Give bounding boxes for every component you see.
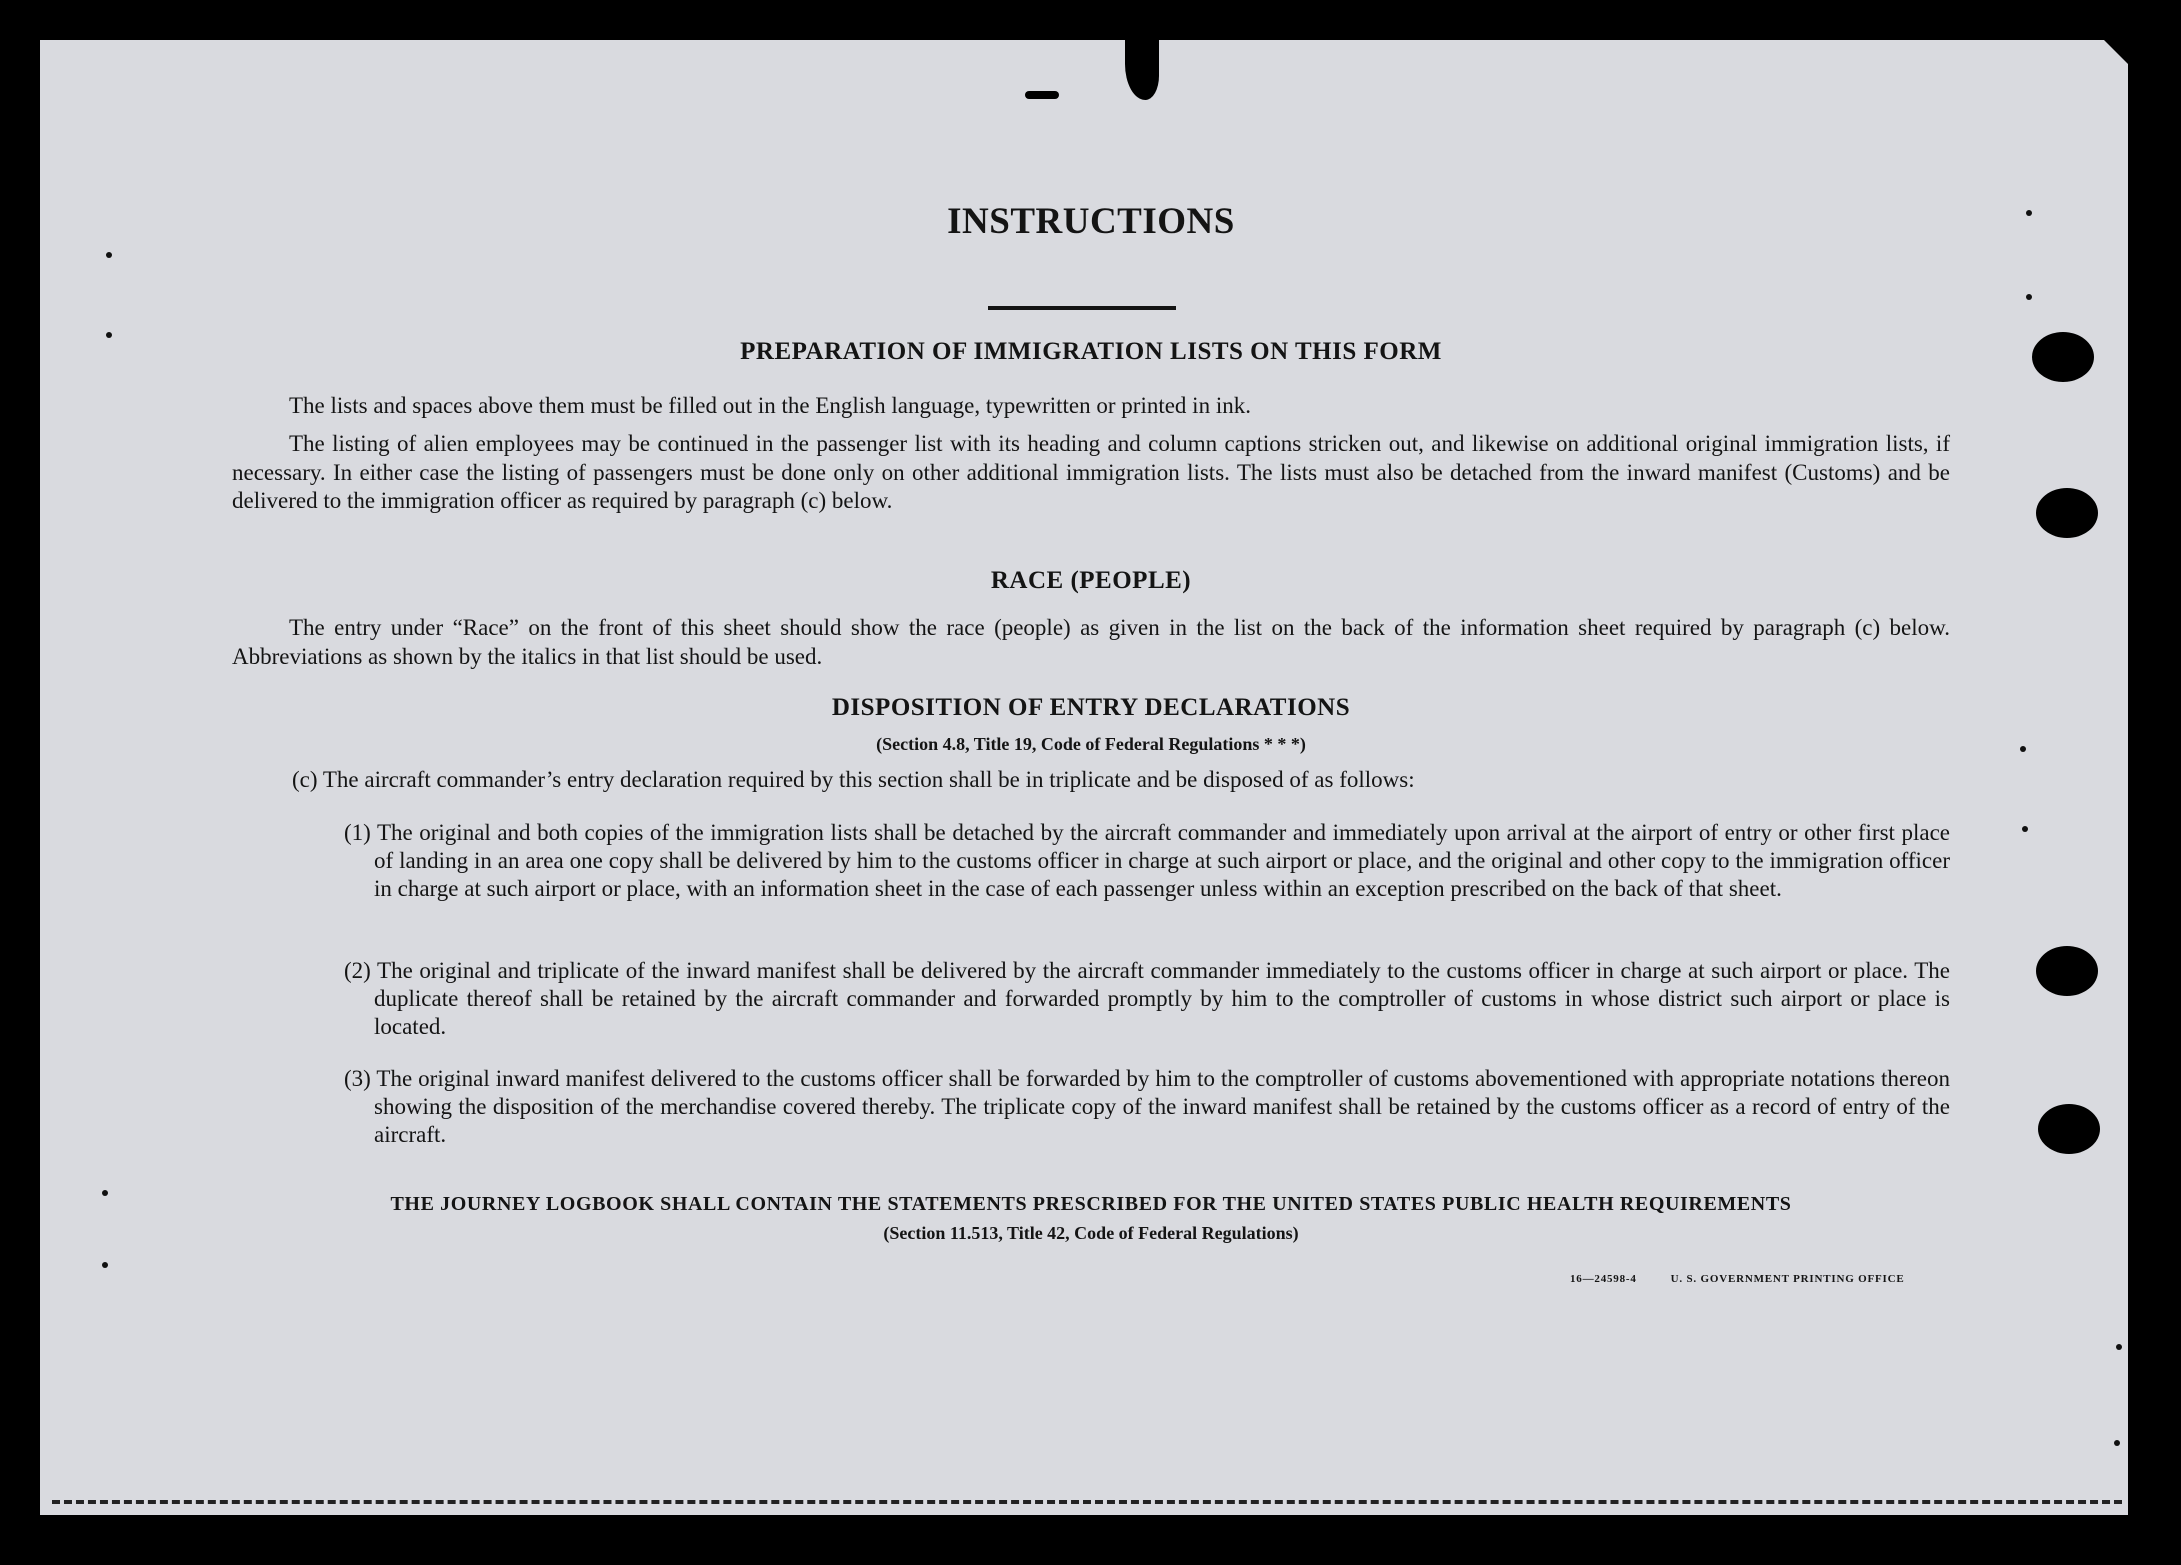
paper-tear (1125, 40, 1159, 100)
speck (2116, 1344, 2122, 1350)
preparation-heading: PREPARATION OF IMMIGRATION LISTS ON THIS FORM (740, 338, 1442, 365)
printer-imprint (1570, 1273, 1904, 1285)
speck (2114, 1440, 2120, 1446)
disposition-item-3: (3) The original inward manifest delivered to the customs officer shall be forwarded by him to the comptroller of customs abovementioned with appropriate notations thereon showing the disposition of the merchandise covered thereby. The triplicate copy of the inward manifest shall be retained by the customs officer as a record of entry of the aircraft. (344, 1066, 1950, 1147)
clipped-corner (2104, 40, 2128, 64)
speck (102, 1190, 108, 1196)
preparation-paragraph-2: The listing of alien employees may be continued in the passenger list with its heading and column captions stricken out, and likewise on additional original immigration lists, if necessary. In either case the listing of passengers must be done only on other additional immigration lists. The lists must also be detached from the inward manifest (Customs) and be delivered to the immigration officer as required by paragraph (c) below. (232, 431, 1950, 513)
logbook-citation: (Section 11.513, Title 42, Code of Federal Regulations) (883, 1223, 1299, 1243)
punch-hole (2038, 1104, 2100, 1154)
bleed-through-text (490, 125, 1790, 265)
title-underline (988, 306, 1176, 310)
disposition-heading: DISPOSITION OF ENTRY DECLARATIONS (831, 694, 1351, 721)
disposition-item-1: (1) The original and both copies of the immigration lists shall be detached by the aircraft commander and immediately upon arrival at the airport of entry or other first place of landing in an area one copy shall be delivered by him to the customs officer in charge at such airport or place, and the original and other copy to the immigration officer in charge at such airport or place, with an information sheet in the case of each passenger unless within an exception prescribed on the back of that sheet. (344, 820, 1950, 901)
logbook-statement: THE JOURNEY LOGBOOK SHALL CONTAIN THE STATEMENTS PRESCRIBED FOR THE UNITED STATES PUBLIC HEALTH REQUIREMENTS (390, 1193, 1792, 1215)
printer-name: U. S. GOVERNMENT PRINTING OFFICE (1670, 1273, 1905, 1285)
punch-hole (2036, 488, 2098, 538)
race-paragraph: The entry under “Race” on the front of this sheet should show the race (people) as given in the list on the back of the information sheet required by paragraph (c) below. Abbreviations as shown by the italics in that list should be used. (232, 615, 1950, 669)
disposition-item-2: (2) The original and triplicate of the inward manifest shall be delivered by the aircraft commander immediately to the customs officer in charge at such airport or place. The duplicate thereof shall be retained by the aircraft commander and forwarded promptly by him to the comptroller of customs in whose district such airport or place is located. (344, 958, 1950, 1039)
page-title: INSTRUCTIONS (947, 201, 1235, 242)
preparation-paragraph-1: The lists and spaces above them must be filled out in the English language, typewritten or printed in ink. (289, 393, 1251, 418)
speck (2020, 746, 2026, 752)
race-heading: RACE (PEOPLE) (990, 567, 1192, 594)
paper-mark (1025, 91, 1059, 99)
form-number: 16—24598-4 (1570, 1273, 1637, 1285)
perforation-line (52, 1500, 2122, 1504)
speck (106, 252, 112, 258)
speck (2026, 210, 2032, 216)
speck (106, 332, 112, 338)
speck (102, 1262, 108, 1268)
disposition-intro: (c) The aircraft commander’s entry declaration required by this section shall be in triplicate and be disposed of as follows: (292, 767, 1415, 792)
punch-hole (2036, 946, 2098, 996)
speck (2022, 826, 2028, 832)
disposition-citation: (Section 4.8, Title 19, Code of Federal Regulations * * *) (876, 734, 1306, 754)
speck (2026, 294, 2032, 300)
punch-hole (2032, 332, 2094, 382)
